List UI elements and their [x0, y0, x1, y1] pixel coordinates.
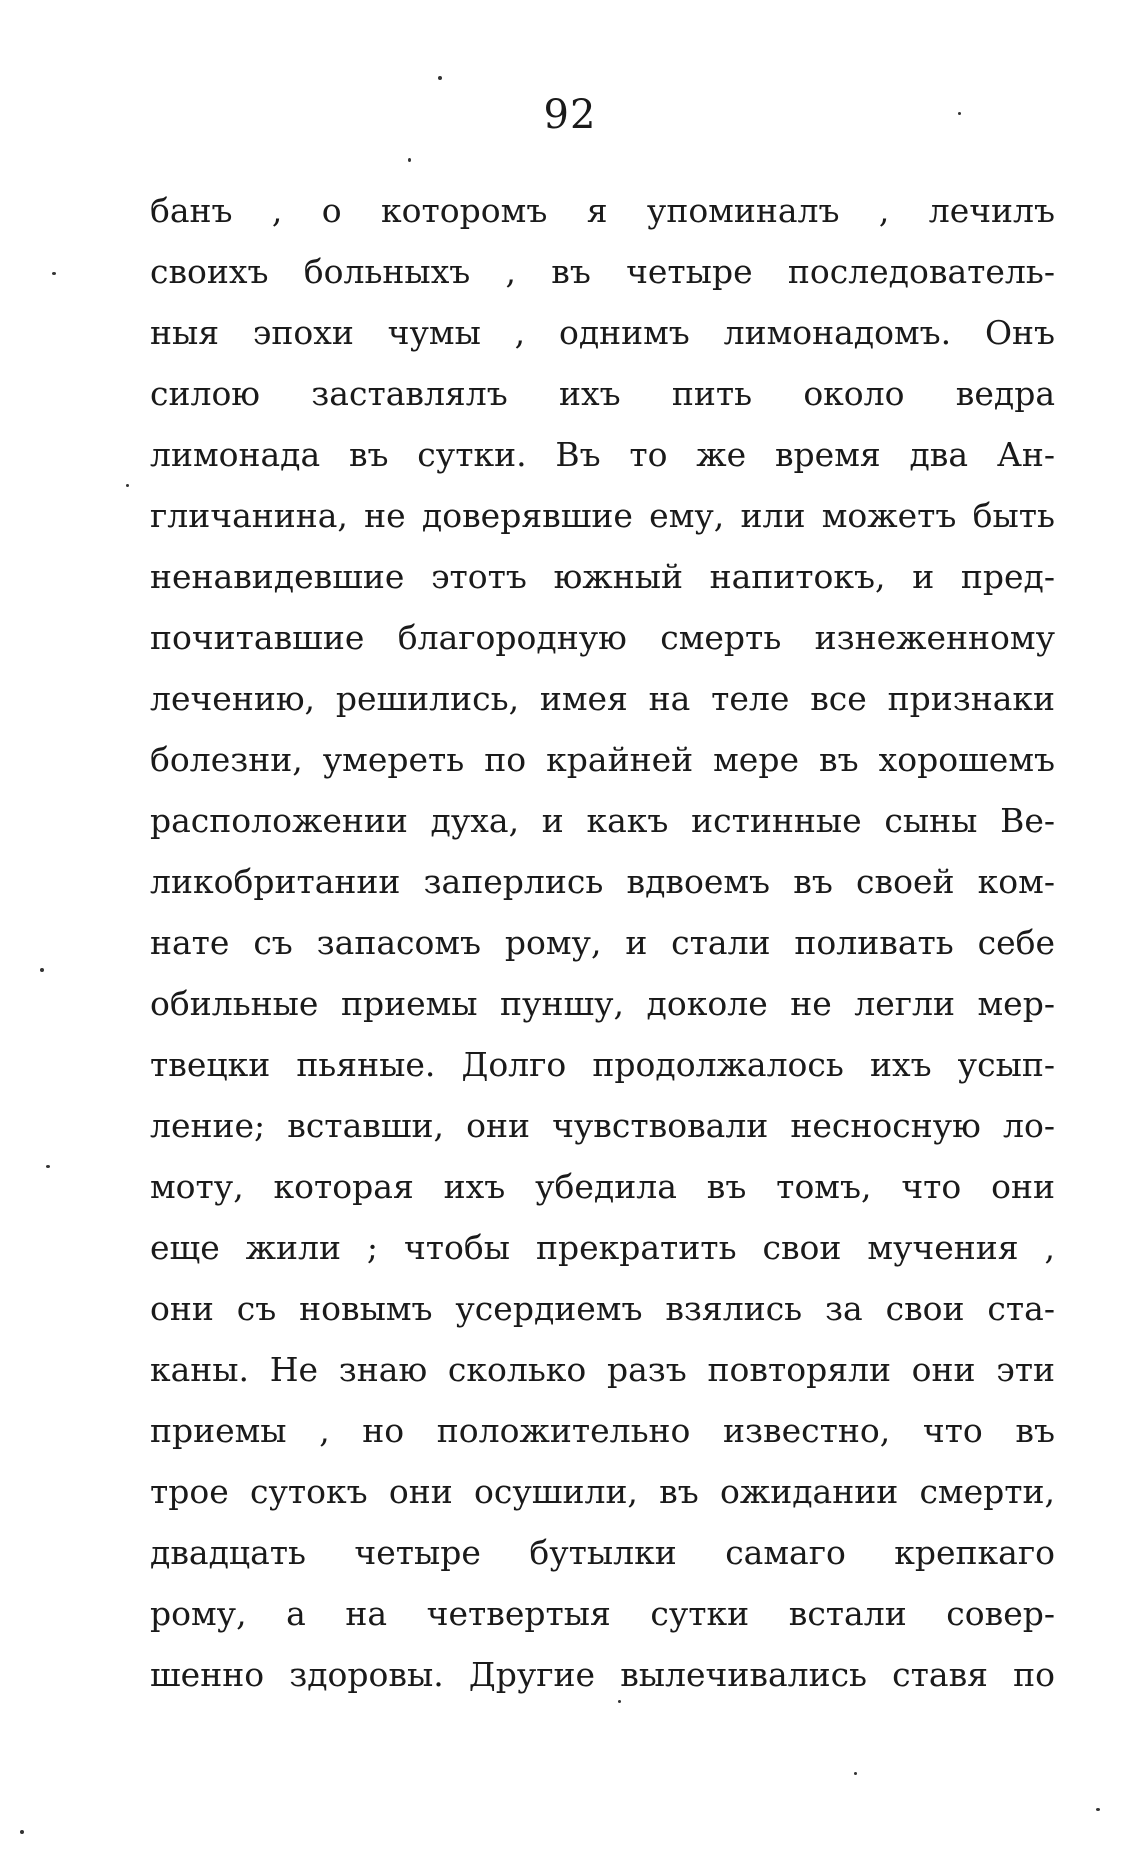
- scan-speck: [618, 1700, 621, 1703]
- scan-speck: [40, 968, 44, 972]
- scan-speck: [52, 272, 56, 275]
- text-line: гличанина, не доверявшие ему, или можетъ быть: [150, 496, 1055, 535]
- text-line: силою заставлялъ ихъ пить около ведра: [150, 374, 1055, 413]
- text-line: они съ новымъ усердиемъ взялись за свои ста-: [150, 1289, 1055, 1328]
- text-line: ныя эпохи чумы , однимъ лимонадомъ. Онъ: [150, 313, 1055, 352]
- scan-speck: [1096, 1808, 1100, 1811]
- text-line: лимонада въ сутки. Въ то же время два Ан-: [150, 435, 1055, 474]
- text-line: каны. Не знаю сколько разъ повторяли они эти: [150, 1350, 1055, 1389]
- text-line: твецки пьяные. Долго продолжалось ихъ усып-: [150, 1045, 1055, 1084]
- text-line: расположении духа, и какъ истинные сыны Ве-: [150, 801, 1055, 840]
- scan-speck: [854, 1772, 857, 1775]
- text-line: трое сутокъ они осушили, въ ожидании смерти,: [150, 1472, 1055, 1511]
- text-line: болезни, умереть по крайней мере въ хорошемъ: [150, 740, 1055, 779]
- text-line: рому, а на четвертыя сутки встали совер-: [150, 1594, 1055, 1633]
- scan-speck: [958, 112, 961, 115]
- scan-speck: [408, 158, 411, 162]
- scan-speck: [46, 1165, 50, 1168]
- text-line: шенно здоровы. Другие вылечивались ставя по: [150, 1655, 1055, 1694]
- text-line: банъ , о которомъ я упоминалъ , лечилъ: [150, 191, 1055, 230]
- body-text: [150, 180, 1055, 1705]
- text-line: моту, которая ихъ убедила въ томъ, что они: [150, 1167, 1055, 1206]
- scan-speck: [126, 484, 129, 487]
- text-line: ликобритании заперлись вдвоемъ въ своей ком-: [150, 862, 1055, 901]
- text-line: приемы , но положительно известно, что въ: [150, 1411, 1055, 1450]
- text-line: почитавшие благородную смерть изнеженному: [150, 618, 1055, 657]
- text-line: двадцать четыре бутылки самаго крепкаго: [150, 1533, 1055, 1572]
- scan-speck: [438, 76, 442, 80]
- text-line: ление; вставши, они чувствовали несносную ло-: [150, 1106, 1055, 1145]
- page-number: 92: [543, 92, 597, 138]
- scan-speck: [20, 1830, 24, 1834]
- text-line: нате съ запасомъ рому, и стали поливать себе: [150, 923, 1055, 962]
- text-line: ненавидевшие этотъ южный напитокъ, и пред-: [150, 557, 1055, 596]
- text-line: лечению, решились, имея на теле все признаки: [150, 679, 1055, 718]
- text-line: еще жили ; чтобы прекратить свои мучения ,: [150, 1228, 1055, 1267]
- text-line: своихъ больныхъ , въ четыре последователь-: [150, 252, 1055, 291]
- text-line: обильные приемы пуншу, доколе не легли мер-: [150, 984, 1055, 1023]
